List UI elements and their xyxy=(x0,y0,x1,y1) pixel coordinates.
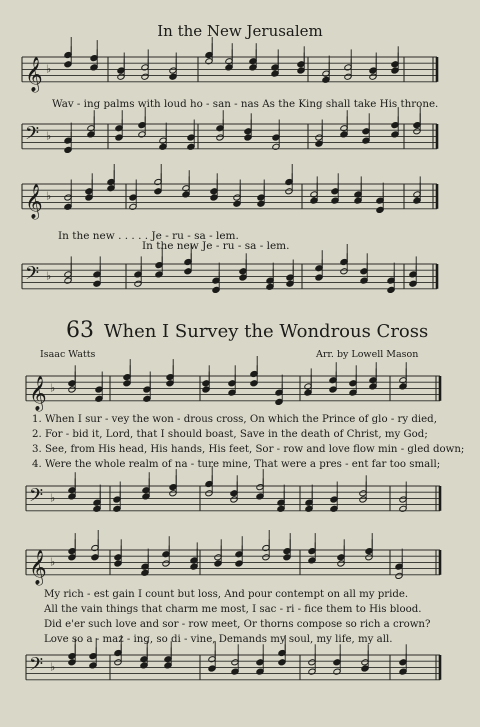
treble-clef-icon: 𝄞 xyxy=(25,56,43,92)
verse-4-part-2: Love so a - maz - ing, so di - vine, Demands my soul, my life, my all. xyxy=(44,634,393,645)
flat-sign-icon: ♭ xyxy=(46,189,52,203)
previous-hymn-lyric-echo: In the new Je - ru - sa - lem. xyxy=(142,240,290,252)
bass-clef-icon: 𝄢 xyxy=(25,263,40,289)
verse-3-part-1: 3. See, from His head, His hands, His feet, Sor - row and love flow min - gled down; xyxy=(32,444,465,455)
flat-sign-icon: ♭ xyxy=(50,491,56,505)
previous-hymn-lyric-line-1: Wav - ing palms with loud ho - san - nas As the King shall take His throne. xyxy=(52,98,439,110)
hymn-title: When I Survey the Wondrous Cross xyxy=(104,321,429,342)
hymn-arranger: Arr. by Lowell Mason xyxy=(316,349,419,360)
flat-sign-icon: ♭ xyxy=(50,555,56,569)
bass-clef-icon: 𝄢 xyxy=(29,654,44,680)
flat-sign-icon: ♭ xyxy=(46,62,52,76)
flat-sign-icon: ♭ xyxy=(46,129,52,143)
hymn-number: 63 xyxy=(66,318,94,343)
treble-clef-icon: 𝄞 xyxy=(29,375,47,411)
flat-sign-icon: ♭ xyxy=(50,660,56,674)
verse-3-part-2: Did e'er such love and sor - row meet, Or thorns compose so rich a crown? xyxy=(44,619,431,630)
treble-clef-icon: 𝄞 xyxy=(29,549,47,585)
previous-hymn-title: In the New Jerusalem xyxy=(157,22,323,40)
bass-clef-icon: 𝄢 xyxy=(29,485,44,511)
bass-clef-icon: 𝄢 xyxy=(25,123,40,149)
flat-sign-icon: ♭ xyxy=(50,381,56,395)
verse-2-part-1: 2. For - bid it, Lord, that I should boast, Save in the death of Christ, my God; xyxy=(32,429,428,440)
treble-clef-icon: 𝄞 xyxy=(25,183,43,219)
verse-2-part-2: All the vain things that charm me most, I sac - ri - fice them to His blood. xyxy=(44,604,422,615)
previous-hymn-lyric-line-2: In the new . . . . . Je - ru - sa - lem. xyxy=(58,230,239,242)
hymn-author: Isaac Watts xyxy=(40,349,96,360)
flat-sign-icon: ♭ xyxy=(46,269,52,283)
verse-1-part-2: My rich - est gain I count but loss, And pour contempt on all my pride. xyxy=(44,589,409,600)
verse-4-part-1: 4. Were the whole realm of na - ture mine, That were a pres - ent far too small; xyxy=(32,459,441,470)
verse-1-part-1: 1. When I sur - vey the won - drous cross, On which the Prince of glo - ry died, xyxy=(32,414,437,425)
